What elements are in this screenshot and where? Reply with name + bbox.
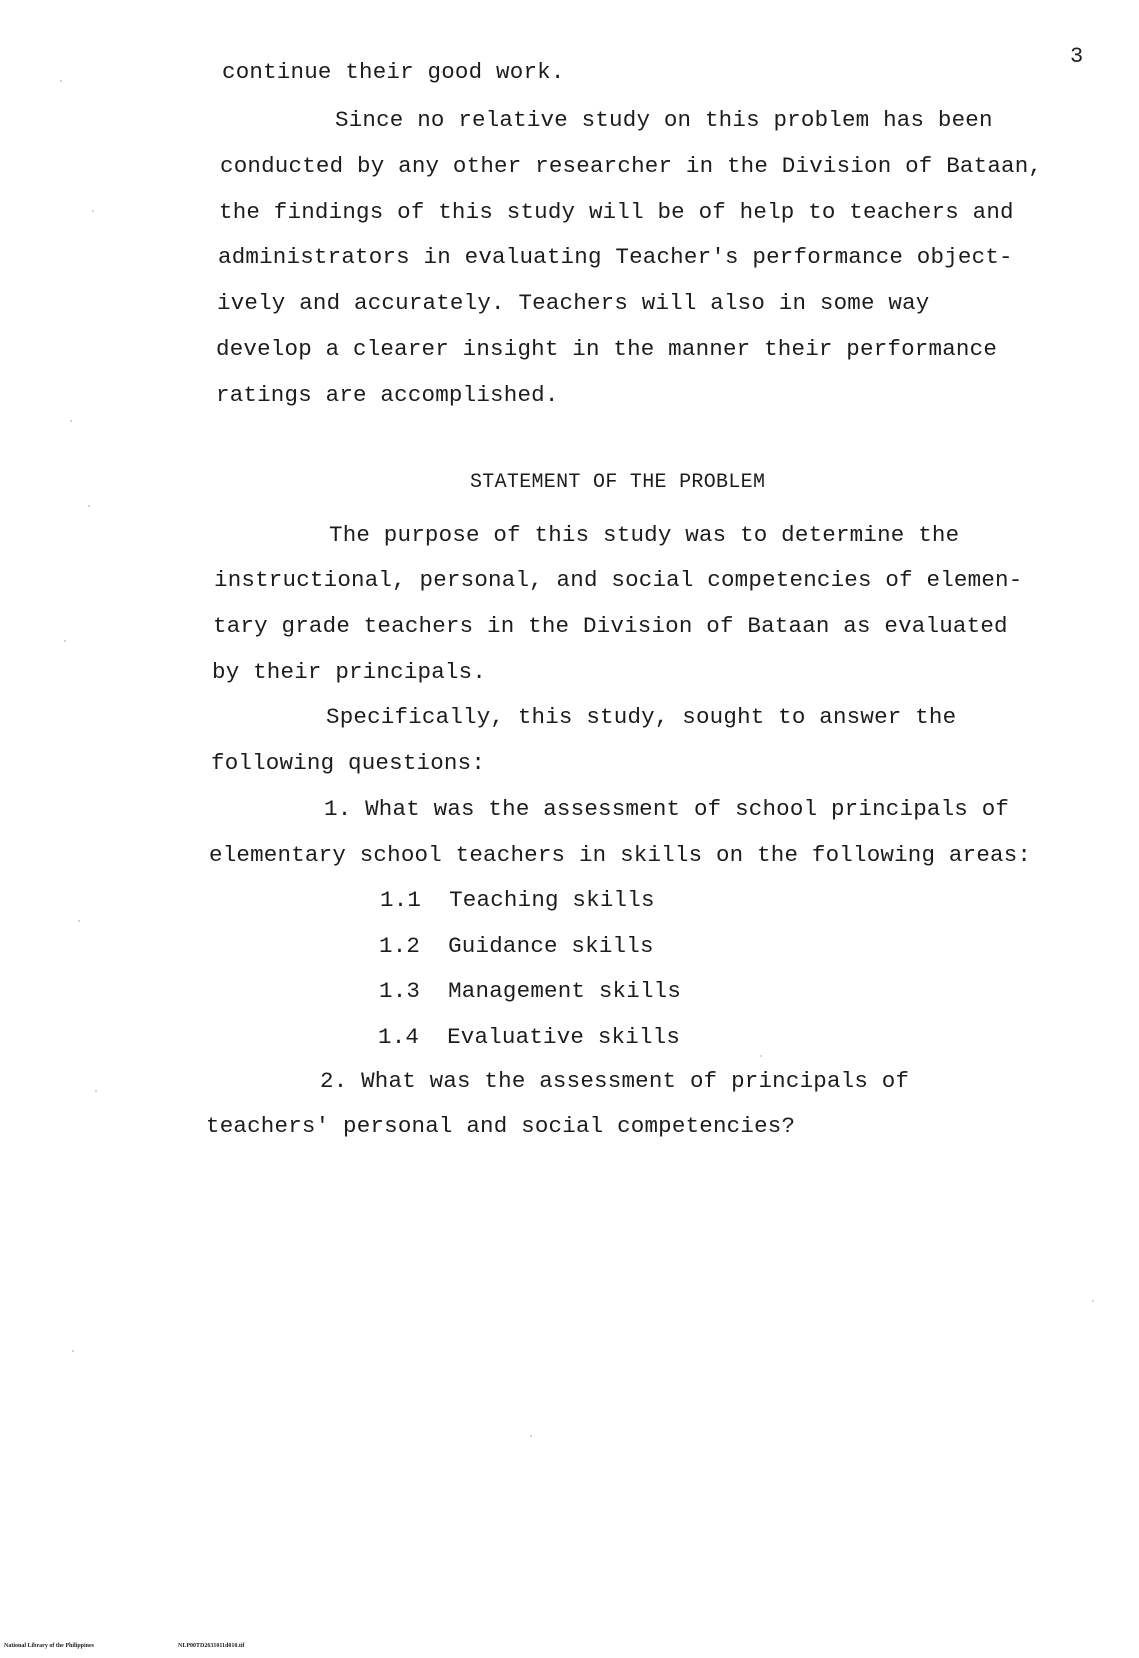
scan-speck [70, 420, 72, 422]
section-heading: STATEMENT OF THE PROBLEM [470, 471, 766, 494]
scan-speck [88, 505, 90, 507]
footer-file: NLP00TD2631011d010.tif [178, 1643, 245, 1649]
text-line: ratings are accomplished. [216, 382, 559, 408]
sub-item-number: 1.1 [380, 887, 422, 913]
scan-speck [78, 920, 80, 922]
footer-library: National Library of the Philippines [4, 1643, 95, 1649]
text-line: Specifically, this study, sought to answer the [326, 704, 957, 730]
scan-speck [530, 1435, 532, 1437]
sub-item-label: Management skills [448, 978, 682, 1004]
sub-item-label: Evaluative skills [447, 1024, 681, 1050]
sub-item-number: 1.3 [379, 978, 421, 1004]
text-line: following questions: [211, 750, 486, 776]
sub-item [379, 977, 681, 1005]
text-line: develop a clearer insight in the manner their performance [216, 336, 998, 362]
scan-speck [64, 640, 66, 642]
question-line: elementary school teachers in skills on the following areas: [209, 842, 1032, 868]
question-line: 2. What was the assessment of principals of [320, 1068, 910, 1094]
scan-speck [1092, 1300, 1094, 1302]
scan-speck [95, 1090, 97, 1092]
text-line: the findings of this study will be of help to teachers and [219, 199, 1014, 225]
text-line: Since no relative study on this problem has been [335, 107, 993, 133]
text-line: conducted by any other researcher in the Division of Bataan, [220, 153, 1043, 179]
text-line: continue their good work. [222, 59, 565, 85]
text-line: tary grade teachers in the Division of Bataan as evaluated [213, 613, 1008, 639]
scan-speck [72, 1350, 74, 1352]
question-line: teachers' personal and social competencies? [206, 1113, 796, 1139]
sub-item [380, 886, 655, 914]
sub-item-label: Teaching skills [449, 887, 655, 913]
scan-speck [60, 80, 62, 82]
sub-item [378, 1023, 680, 1051]
sub-item-number: 1.4 [378, 1024, 420, 1050]
text-line: The purpose of this study was to determine the [329, 522, 960, 548]
sub-item-label: Guidance skills [448, 933, 654, 959]
scan-speck [92, 210, 94, 212]
sub-item [379, 932, 654, 960]
sub-item-number: 1.2 [379, 933, 421, 959]
scan-speck [760, 1055, 762, 1057]
question-line: 1. What was the assessment of school principals of [324, 796, 1010, 822]
text-line: instructional, personal, and social competencies of elemen- [214, 567, 1023, 593]
text-line: ively and accurately. Teachers will also in some way [217, 290, 930, 316]
page-number: 3 [1070, 44, 1084, 69]
text-line: administrators in evaluating Teacher's performance object- [218, 244, 1013, 270]
text-line: by their principals. [212, 659, 487, 685]
